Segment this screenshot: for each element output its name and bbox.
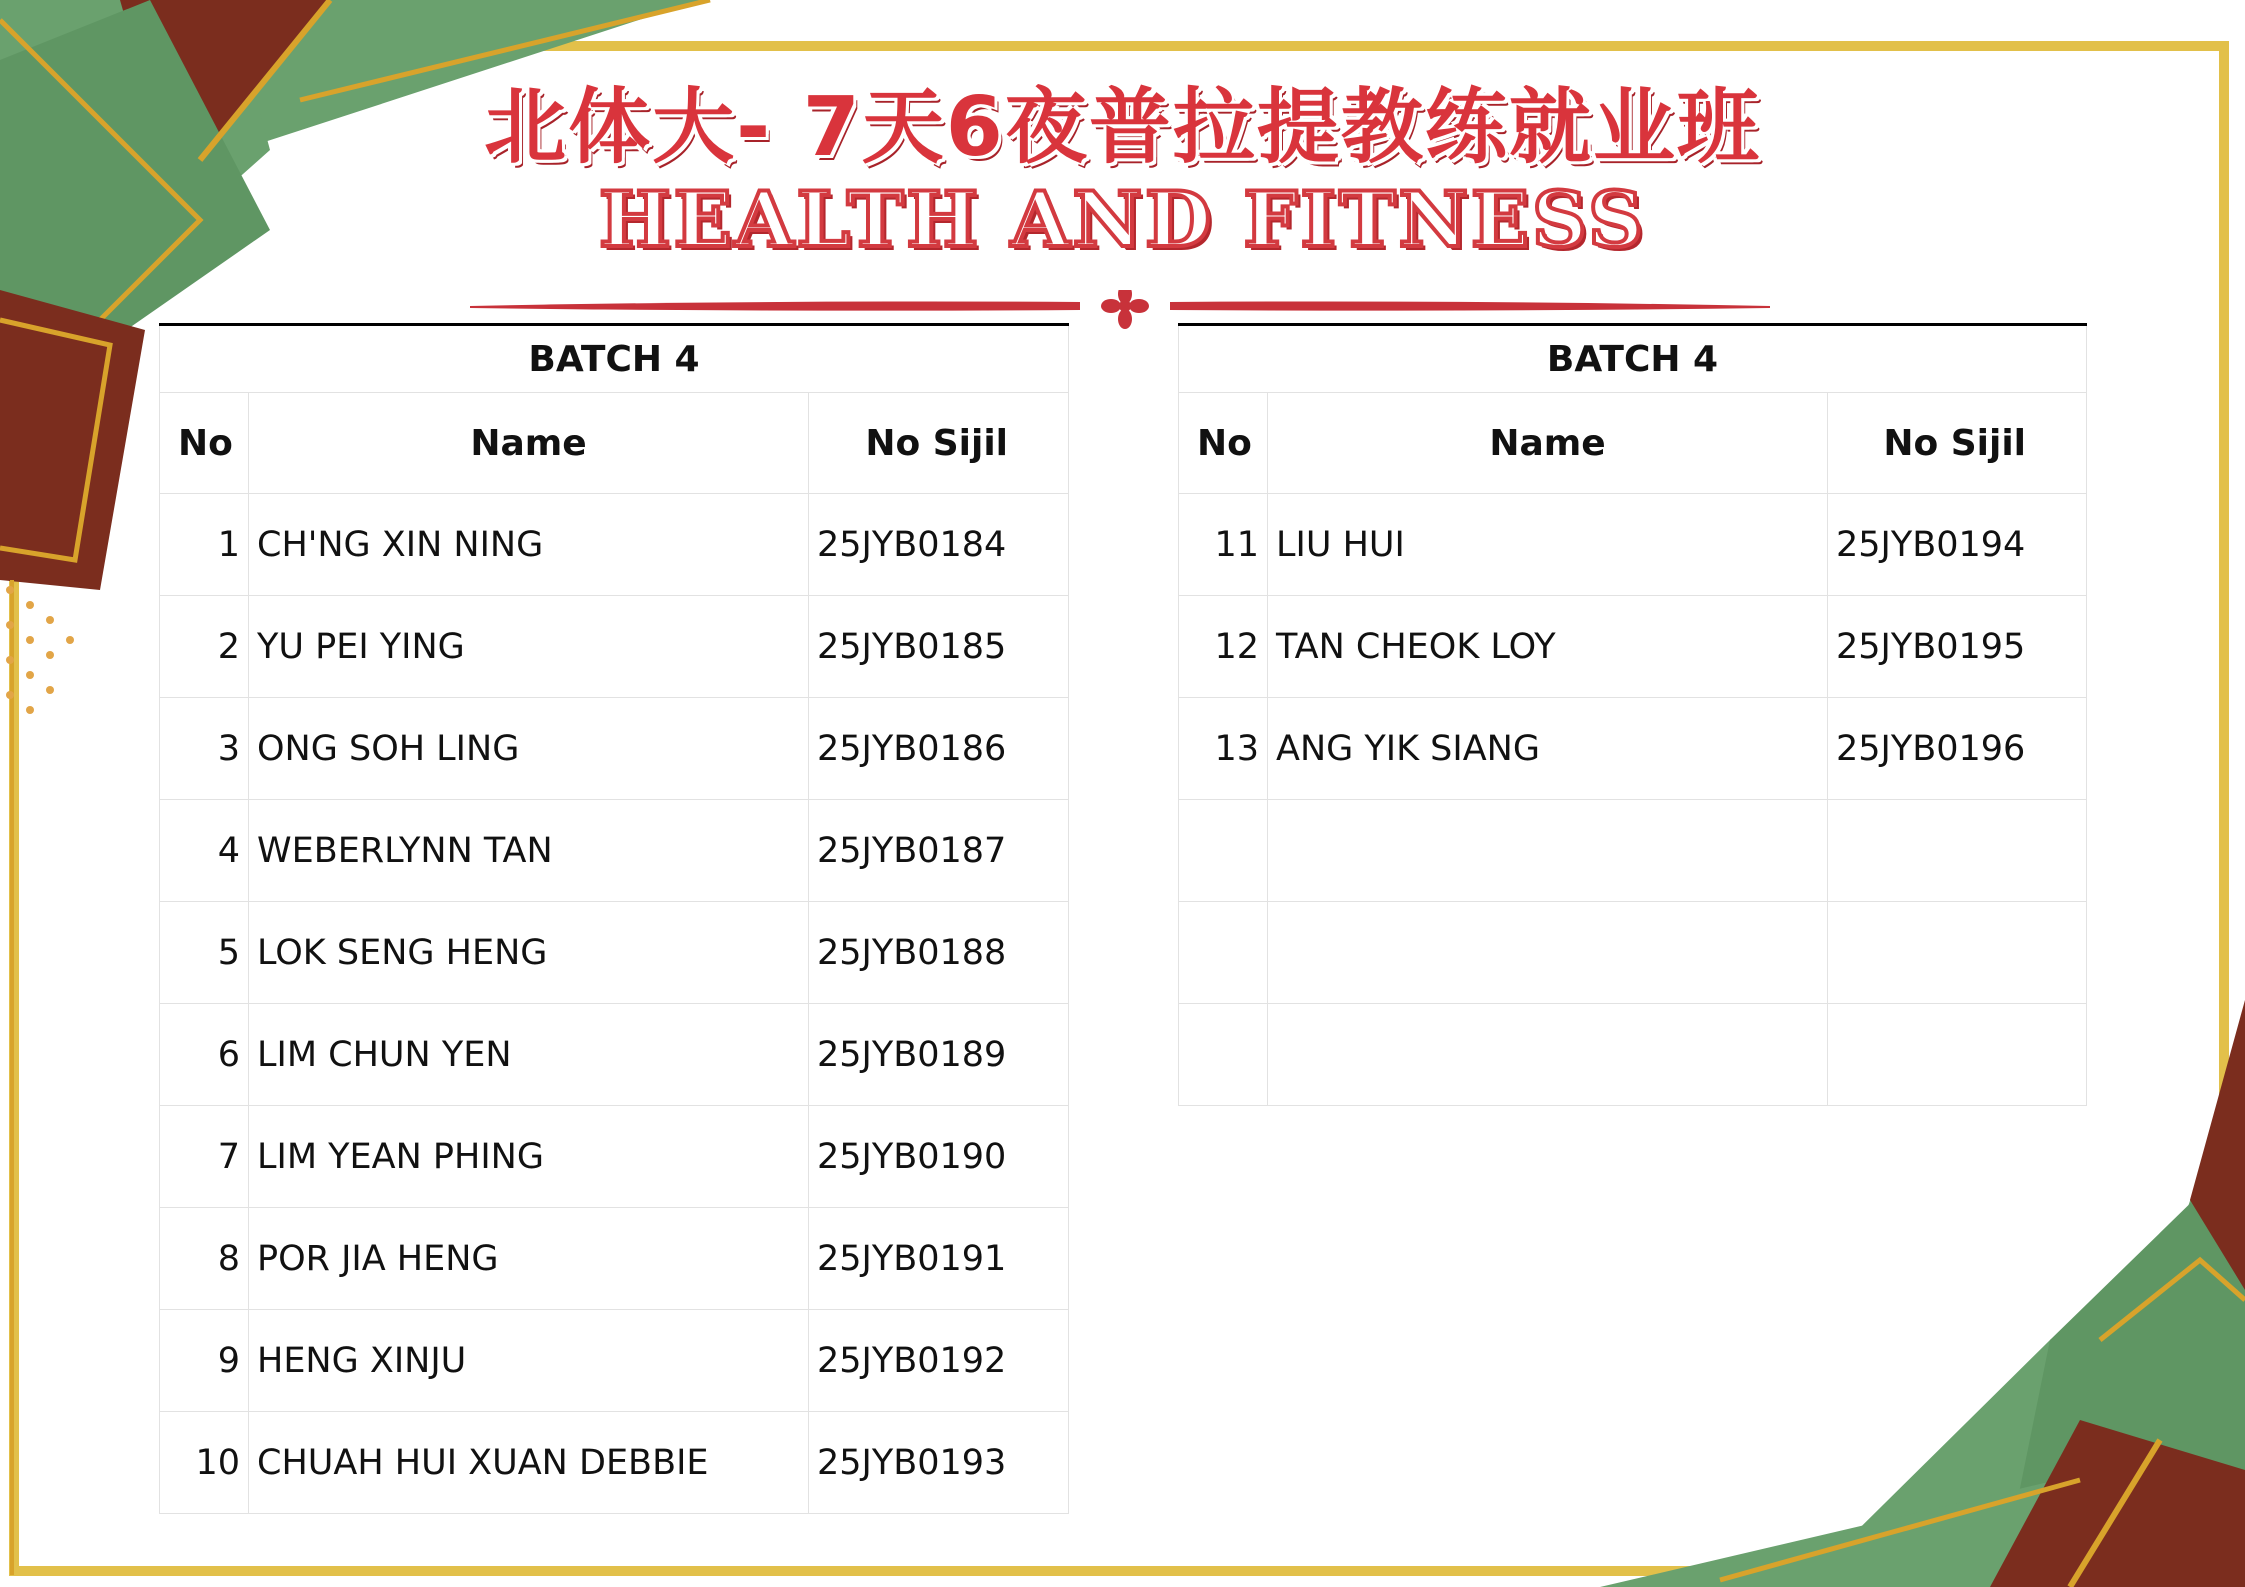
certificate-number: 25JYB0188 <box>809 902 1069 1004</box>
certificate-number <box>1828 902 2087 1004</box>
table-row <box>160 1412 1069 1514</box>
certificate-number: 25JYB0186 <box>809 698 1069 800</box>
row-number: 5 <box>160 902 249 1004</box>
certificate-number <box>1828 800 2087 902</box>
row-number <box>1179 800 1268 902</box>
certificate-number: 25JYB0185 <box>809 596 1069 698</box>
participant-name: POR JIA HENG <box>249 1208 809 1310</box>
certificate-number <box>1828 1004 2087 1106</box>
table-row <box>160 698 1069 800</box>
participant-name: YU PEI YING <box>249 596 809 698</box>
row-number: 12 <box>1179 596 1268 698</box>
column-header-no: No <box>160 393 249 494</box>
row-number: 4 <box>160 800 249 902</box>
table-row <box>160 1208 1069 1310</box>
participant-name: WEBERLYNN TAN <box>249 800 809 902</box>
row-number: 3 <box>160 698 249 800</box>
row-number: 7 <box>160 1106 249 1208</box>
table-row <box>160 1106 1069 1208</box>
row-number: 6 <box>160 1004 249 1106</box>
participant-name: LIM YEAN PHING <box>249 1106 809 1208</box>
page-title-english: HEALTH AND FITNESS <box>598 175 1647 264</box>
column-header-name: Name <box>1268 393 1828 494</box>
certificate-number: 25JYB0195 <box>1828 596 2087 698</box>
table-row <box>160 1310 1069 1412</box>
column-header-sijil: No Sijil <box>1828 393 2087 494</box>
page-title-chinese: 北体大- 7天6夜普拉提教练就业班 <box>484 80 1761 175</box>
table-row <box>160 596 1069 698</box>
certificate-number: 25JYB0187 <box>809 800 1069 902</box>
certificate-number: 25JYB0190 <box>809 1106 1069 1208</box>
table-row <box>160 902 1069 1004</box>
row-number: 1 <box>160 494 249 596</box>
table-row <box>1179 494 2087 596</box>
table-row-empty <box>1179 902 2087 1004</box>
row-number <box>1179 1004 1268 1106</box>
batch-table-right <box>1178 323 2087 1106</box>
batch-table-left <box>159 323 1069 1514</box>
column-header-name: Name <box>249 393 809 494</box>
participant-name <box>1268 902 1828 1004</box>
participant-name: LIM CHUN YEN <box>249 1004 809 1106</box>
certificate-number: 25JYB0193 <box>809 1412 1069 1514</box>
column-header-sijil: No Sijil <box>809 393 1069 494</box>
row-number: 2 <box>160 596 249 698</box>
row-number: 11 <box>1179 494 1268 596</box>
certificate-number: 25JYB0184 <box>809 494 1069 596</box>
table-row-empty <box>1179 1004 2087 1106</box>
participant-name: ONG SOH LING <box>249 698 809 800</box>
participant-name: ANG YIK SIANG <box>1268 698 1828 800</box>
batch-label: BATCH 4 <box>1179 325 2087 393</box>
row-number <box>1179 902 1268 1004</box>
participant-name: HENG XINJU <box>249 1310 809 1412</box>
row-number: 10 <box>160 1412 249 1514</box>
row-number: 13 <box>1179 698 1268 800</box>
flourish-icon <box>1101 290 1149 329</box>
participant-name: TAN CHEOK LOY <box>1268 596 1828 698</box>
certificate-number: 25JYB0189 <box>809 1004 1069 1106</box>
participant-name: CHUAH HUI XUAN DEBBIE <box>249 1412 809 1514</box>
batch-label: BATCH 4 <box>160 325 1069 393</box>
participant-name: LIU HUI <box>1268 494 1828 596</box>
certificate-number: 25JYB0192 <box>809 1310 1069 1412</box>
table-row <box>1179 596 2087 698</box>
certificate-number: 25JYB0194 <box>1828 494 2087 596</box>
certificate-number: 25JYB0196 <box>1828 698 2087 800</box>
row-number: 9 <box>160 1310 249 1412</box>
table-row <box>160 494 1069 596</box>
table-row <box>160 1004 1069 1106</box>
participant-name: LOK SENG HENG <box>249 902 809 1004</box>
participant-name <box>1268 800 1828 902</box>
column-header-no: No <box>1179 393 1268 494</box>
row-number: 8 <box>160 1208 249 1310</box>
table-row-empty <box>1179 800 2087 902</box>
table-row <box>1179 698 2087 800</box>
table-row <box>160 800 1069 902</box>
participant-name <box>1268 1004 1828 1106</box>
participant-name: CH'NG XIN NING <box>249 494 809 596</box>
certificate-number: 25JYB0191 <box>809 1208 1069 1310</box>
